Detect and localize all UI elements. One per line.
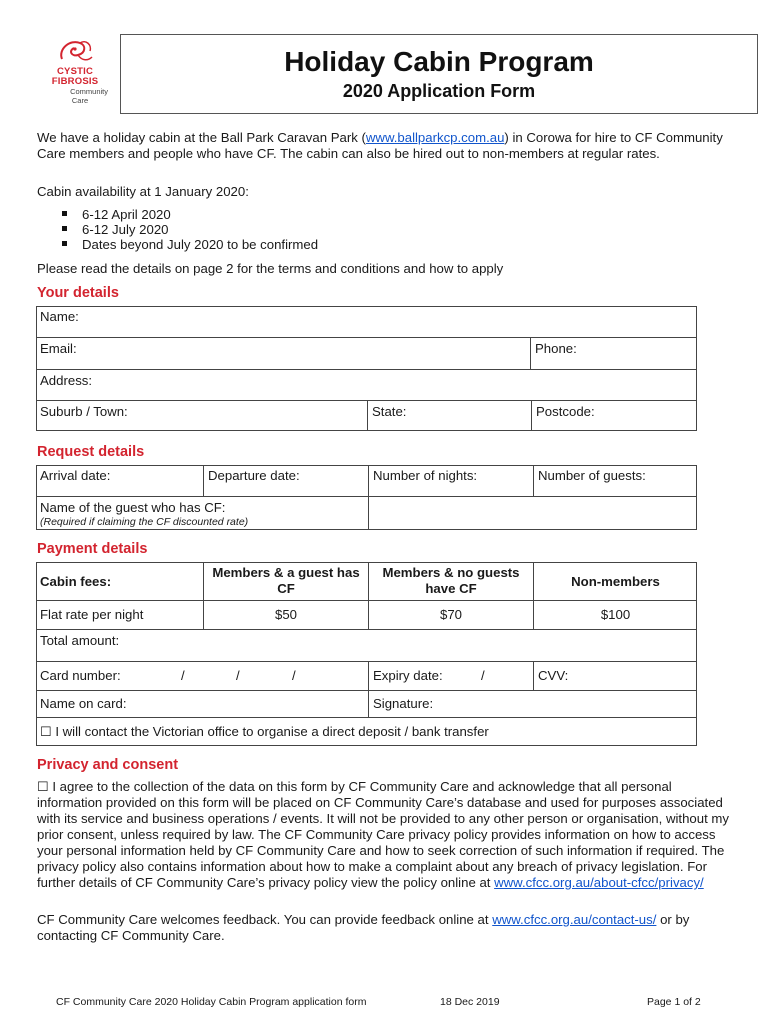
request-details-table (36, 465, 697, 530)
flat-rate-label: Flat rate per night (36, 600, 203, 629)
price-members-cf: $50 (203, 600, 368, 629)
ballpark-link[interactable]: www.ballparkcp.com.au (365, 130, 505, 145)
availability-item-label: Dates beyond July 2020 to be confirmed (82, 237, 319, 252)
nights-label: Number of nights: (373, 468, 478, 483)
postcode-label: Postcode: (536, 404, 595, 419)
guests-field[interactable] (533, 465, 697, 496)
page-subtitle: 2020 Application Form (342, 81, 536, 101)
guests-label: Number of guests: (538, 468, 646, 483)
availability-heading: Cabin availability at 1 January 2020: (37, 184, 249, 199)
card-number-field[interactable] (36, 661, 368, 690)
departure-date-field[interactable] (203, 465, 368, 496)
your-details-heading: Your details (37, 285, 119, 301)
intro-text-post: ) in Corowa for hire to CF Community Care members and people who have CF. The cabin can also be hired out to non-members at regular rates. (37, 130, 723, 161)
phone-field[interactable] (530, 337, 697, 369)
page-title: Holiday Cabin Program (284, 46, 594, 77)
cf-guest-label: Name of the guest who has CF: (40, 500, 226, 515)
feedback-text-post: or by contacting CF Community Care. (37, 912, 690, 943)
card-number-label: Card number: (40, 668, 121, 683)
expiry-date-field[interactable] (368, 661, 533, 690)
cf-guest-note: (Required if claiming the CF discounted rate) (40, 516, 249, 528)
availability-item-label: 6-12 July 2020 (82, 222, 169, 237)
privacy-paragraph (37, 779, 729, 891)
card-separator: / (292, 668, 296, 683)
logo-emblem-icon (56, 37, 94, 67)
signature-field[interactable] (368, 690, 697, 717)
state-label: State: (372, 404, 407, 419)
bullet-icon (62, 226, 67, 231)
postcode-field[interactable] (531, 400, 697, 431)
feedback-text-pre: CF Community Care welcomes feedback. You can provide feedback online at (37, 912, 493, 927)
price-members-no-cf: $70 (368, 600, 533, 629)
privacy-heading: Privacy and consent (37, 757, 179, 773)
availability-item (62, 222, 169, 238)
read-note: Please read the details on page 2 for the terms and conditions and how to apply (37, 261, 504, 276)
expiry-date-label: Expiry date: (373, 668, 443, 683)
suburb-label: Suburb / Town: (40, 404, 128, 419)
name-on-card-label: Name on card: (40, 696, 127, 711)
title-box (120, 34, 758, 114)
arrival-date-label: Arrival date: (40, 468, 111, 483)
footer-date: 18 Dec 2019 (440, 996, 500, 1008)
cabin-fees-label: Cabin fees: (40, 574, 112, 589)
availability-item (62, 237, 318, 253)
deposit-label: I will contact the Victorian office to organise a direct deposit / bank transfer (55, 724, 489, 739)
price-non-members: $100 (533, 600, 697, 629)
payment-details-table (36, 562, 697, 746)
address-field[interactable] (36, 369, 697, 400)
bullet-icon (62, 211, 67, 216)
total-amount-field[interactable] (36, 629, 697, 661)
logo-line-3: Community (70, 87, 108, 96)
logo-line-4: Care (71, 96, 89, 105)
cf-guest-name-label-cell (36, 496, 368, 530)
logo-line-2: FIBROSIS (51, 76, 99, 87)
intro-paragraph (37, 130, 737, 162)
payment-details-heading: Payment details (37, 541, 148, 557)
deposit-option-row (36, 717, 697, 746)
name-field[interactable] (36, 306, 697, 337)
expiry-separator: / (481, 668, 485, 683)
email-label: Email: (40, 341, 77, 356)
address-label: Address: (40, 373, 93, 388)
privacy-checkbox[interactable]: ☐ (37, 779, 49, 794)
logo-line-1: CYSTIC (56, 66, 94, 77)
email-field[interactable] (36, 337, 530, 369)
card-separator: / (181, 668, 185, 683)
request-details-heading: Request details (37, 444, 145, 460)
name-on-card-field[interactable] (36, 690, 368, 717)
privacy-policy-link[interactable]: www.cfcc.org.au/about-cfcc/privacy/ (494, 875, 704, 890)
availability-item-label: 6-12 April 2020 (82, 207, 171, 222)
footer-form-name: CF Community Care 2020 Holiday Cabin Program application form (56, 996, 367, 1008)
privacy-text: I agree to the collection of the data on this form by CF Community Care and acknowledge that all personal information provided on this form will be placed on CF Community Care’s database and used for purposes associated with its service and business operations / events. It will not be provided to any other person or organisation, without my prior consent, unless required by law. The CF Community Care privacy policy provides information on how to access your personal information held by CF Community Care and how to seek correction of such information if required. The privacy policy also contains information about how to make a complaint about any breach of privacy legislation. For further details of CF Community Care’s privacy policy view the policy online at (37, 779, 729, 890)
arrival-date-field[interactable] (36, 465, 203, 496)
phone-label: Phone: (535, 341, 577, 356)
fee-col-members-cf: Members & a guest has CF (203, 562, 368, 600)
footer-page-number: Page 1 of 2 (647, 996, 701, 1008)
nights-field[interactable] (368, 465, 533, 496)
your-details-table (36, 306, 697, 431)
availability-item (62, 207, 171, 223)
deposit-checkbox[interactable]: ☐ (40, 724, 52, 739)
name-label: Name: (40, 309, 79, 324)
state-field[interactable] (367, 400, 531, 431)
intro-text-pre: We have a holiday cabin at the Ball Park Caravan Park ( (37, 130, 366, 145)
contact-us-link[interactable]: www.cfcc.org.au/contact-us/ (492, 912, 657, 927)
fee-col-members-no-cf: Members & no guests have CF (368, 562, 533, 600)
signature-label: Signature: (373, 696, 434, 711)
card-separator: / (236, 668, 240, 683)
total-amount-label: Total amount: (40, 633, 120, 648)
cvv-field[interactable] (533, 661, 697, 690)
feedback-paragraph (37, 912, 729, 944)
cf-guest-name-field[interactable] (368, 496, 697, 530)
departure-date-label: Departure date: (208, 468, 300, 483)
fee-col-non-members: Non-members (533, 562, 697, 600)
cvv-label: CVV: (538, 668, 569, 683)
cfcc-logo (42, 37, 108, 109)
bullet-icon (62, 241, 67, 246)
suburb-field[interactable] (36, 400, 367, 431)
